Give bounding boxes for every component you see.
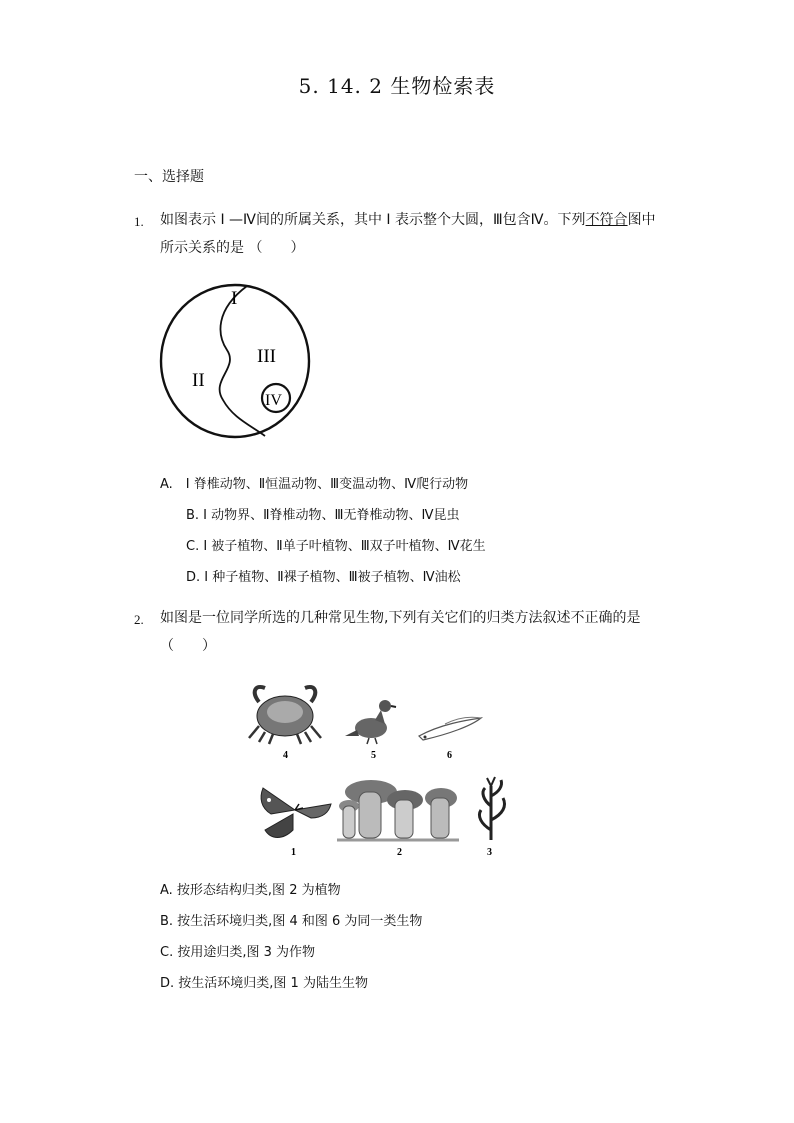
label-4: 4	[283, 750, 288, 761]
label-iii: III	[257, 346, 276, 367]
fish-image	[419, 717, 481, 740]
label-iv: IV	[265, 392, 282, 409]
question-2-text-part: 如图是一位同学所选的几种常见生物,下列有关它们的归类方法叙述不正确的是	[160, 610, 641, 626]
q1-option-d: D. I 种子植物、Ⅱ裸子植物、Ⅲ被子植物、Ⅳ油松	[186, 570, 461, 585]
q1-option-a: A. I 脊椎动物、Ⅱ恒温动物、Ⅲ变温动物、Ⅳ爬行动物	[160, 477, 469, 492]
label-3: 3	[487, 847, 492, 858]
q2-option-a: A. 按形态结构归类,图 2 为植物	[160, 883, 341, 898]
question-1-number: 1.	[134, 214, 144, 229]
label-i: I	[231, 288, 238, 309]
label-ii: II	[192, 370, 205, 391]
question-2-text	[160, 604, 680, 660]
mushrooms-image	[337, 780, 459, 840]
page-title: 5. 14. 2 生物检索表	[298, 74, 496, 98]
venn-diagram	[155, 280, 325, 445]
question-1-underlined: 不符合	[585, 212, 628, 228]
q2-option-b: B. 按生活环境归类,图 4 和图 6 为同一类生物	[160, 914, 423, 929]
q1-option-c: C. I 被子植物、Ⅱ单子叶植物、Ⅲ双子叶植物、Ⅳ花生	[186, 539, 486, 554]
pigeon-image	[345, 700, 396, 744]
label-5: 5	[371, 750, 376, 761]
organisms-figure	[245, 680, 525, 862]
butterfly-image	[261, 788, 331, 838]
label-1: 1	[291, 847, 296, 858]
q2-option-d: D. 按生活环境归类,图 1 为陆生生物	[160, 976, 368, 991]
question-1-text-part: 图中	[627, 212, 656, 228]
label-6: 6	[447, 750, 452, 761]
question-1-text	[160, 206, 670, 262]
label-2: 2	[397, 847, 402, 858]
question-2-number: 2.	[134, 612, 144, 627]
question-1-text-part: 如图表示 I —Ⅳ间的所属关系，其中 I 表示整个大圆，Ⅲ包含Ⅳ。下列	[160, 212, 586, 228]
corn-plant-image	[479, 777, 504, 840]
q1-option-b: B. I 动物界、Ⅱ脊椎动物、Ⅲ无脊椎动物、Ⅳ昆虫	[186, 508, 460, 523]
q2-option-c: C. 按用途归类,图 3 为作物	[160, 945, 316, 960]
section-heading: 一、选择题	[134, 169, 204, 185]
question-2-text-part: （ ）	[160, 638, 216, 654]
question-1-text-part: 所示关系的是 （ ）	[160, 240, 305, 256]
crab-image	[249, 687, 321, 744]
